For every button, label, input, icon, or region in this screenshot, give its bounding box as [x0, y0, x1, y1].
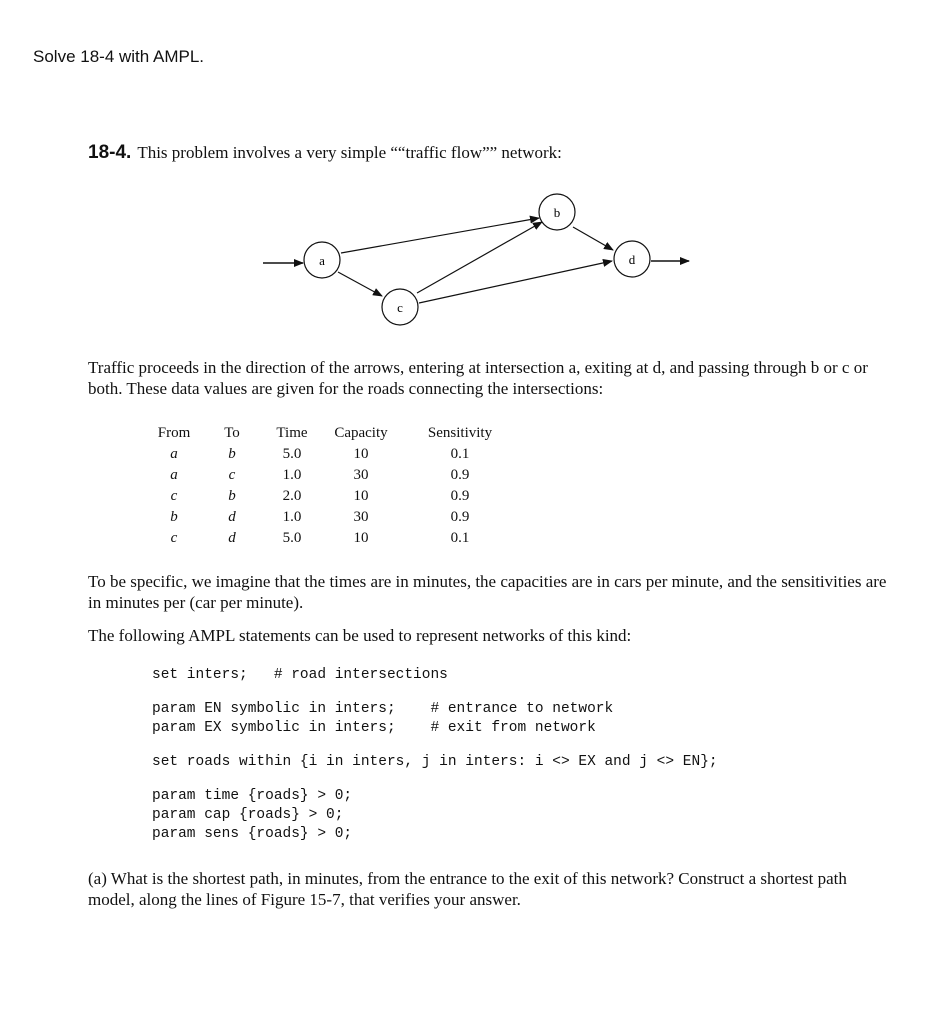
network-diagram [255, 190, 695, 330]
header-sensitivity: Sensitivity [427, 425, 493, 441]
code-line: set inters; # road intersections [152, 667, 448, 683]
table-row [150, 507, 516, 528]
problem-number: 18-4. [88, 142, 132, 163]
problem-intro: This problem involves a very simple ““traffic flow”” network: [137, 143, 562, 162]
code-line: param EN symbolic in inters; # entrance to network [152, 701, 614, 717]
paragraph-ampl-intro: The following AMPL statements can be used to represent networks of this kind: [88, 626, 632, 645]
ampl-code-block [152, 666, 718, 844]
question-text: Solve 18-4 with AMPL. [33, 47, 205, 66]
table-row [150, 528, 516, 549]
svg-text:d: d [628, 252, 636, 267]
cell-capacity: 10 [353, 488, 369, 504]
code-line: param cap {roads} > 0; [152, 807, 344, 823]
arc-c-d [419, 261, 612, 303]
table-header-row [150, 423, 516, 444]
cell-to: d [228, 530, 236, 546]
code-line: set roads within {i in inters, j in inters: i <> EX and j <> EN}; [152, 754, 718, 770]
cell-from: c [170, 530, 178, 546]
arc-b-d [573, 227, 613, 250]
node-a [304, 242, 340, 278]
node-b [539, 194, 575, 230]
cell-to: b [228, 446, 236, 462]
problem-heading [88, 142, 562, 164]
header-to: To [224, 425, 240, 441]
cell-capacity: 30 [353, 467, 369, 483]
paragraph-units: To be specific, we imagine that the times are in minutes, the capacities are in cars per minute, and the sensitivities are in minutes per (car per minute). [88, 572, 887, 612]
svg-text:a: a [319, 253, 325, 268]
header-capacity: Capacity [334, 425, 388, 441]
cell-sensitivity: 0.9 [450, 488, 470, 504]
arc-c-b [417, 222, 542, 293]
cell-time: 2.0 [282, 488, 302, 504]
road-data-table [150, 423, 516, 549]
cell-from: b [170, 509, 178, 525]
header-from: From [157, 425, 191, 441]
cell-to: b [228, 488, 236, 504]
node-c [382, 289, 418, 325]
cell-capacity: 10 [353, 446, 369, 462]
svg-text:b: b [553, 205, 561, 220]
code-line: param sens {roads} > 0; [152, 826, 353, 842]
cell-time: 5.0 [282, 530, 302, 546]
cell-to: d [228, 509, 236, 525]
part-a-question: (a) What is the shortest path, in minutes, from the entrance to the exit of this network? Construct a shortest path model, along the lines of Figure 15-7, that verifies your answer. [88, 869, 847, 909]
cell-sensitivity: 0.1 [450, 446, 470, 462]
arc-a-c [338, 272, 382, 296]
cell-capacity: 30 [353, 509, 369, 525]
cell-time: 1.0 [282, 509, 302, 525]
cell-from: c [170, 488, 178, 504]
table-row [150, 486, 516, 507]
node-d [614, 241, 650, 277]
code-line: param time {roads} > 0; [152, 788, 353, 804]
cell-capacity: 10 [353, 530, 369, 546]
paragraph-traffic: Traffic proceeds in the direction of the arrows, entering at intersection a, exiting at d, and passing through b or c or both. These data values are given for the roads connecting the intersections: [88, 358, 868, 398]
svg-text:c: c [397, 300, 403, 315]
cell-sensitivity: 0.9 [450, 467, 470, 483]
cell-to: c [228, 467, 236, 483]
code-line: param EX symbolic in inters; # exit from network [152, 720, 596, 736]
arc-a-b [341, 218, 539, 253]
cell-from: a [170, 467, 178, 483]
cell-time: 1.0 [282, 467, 302, 483]
header-time: Time [276, 425, 308, 441]
table-row [150, 465, 516, 486]
table-row [150, 444, 516, 465]
cell-sensitivity: 0.9 [450, 509, 470, 525]
cell-from: a [170, 446, 178, 462]
cell-time: 5.0 [282, 446, 302, 462]
cell-sensitivity: 0.1 [450, 530, 470, 546]
